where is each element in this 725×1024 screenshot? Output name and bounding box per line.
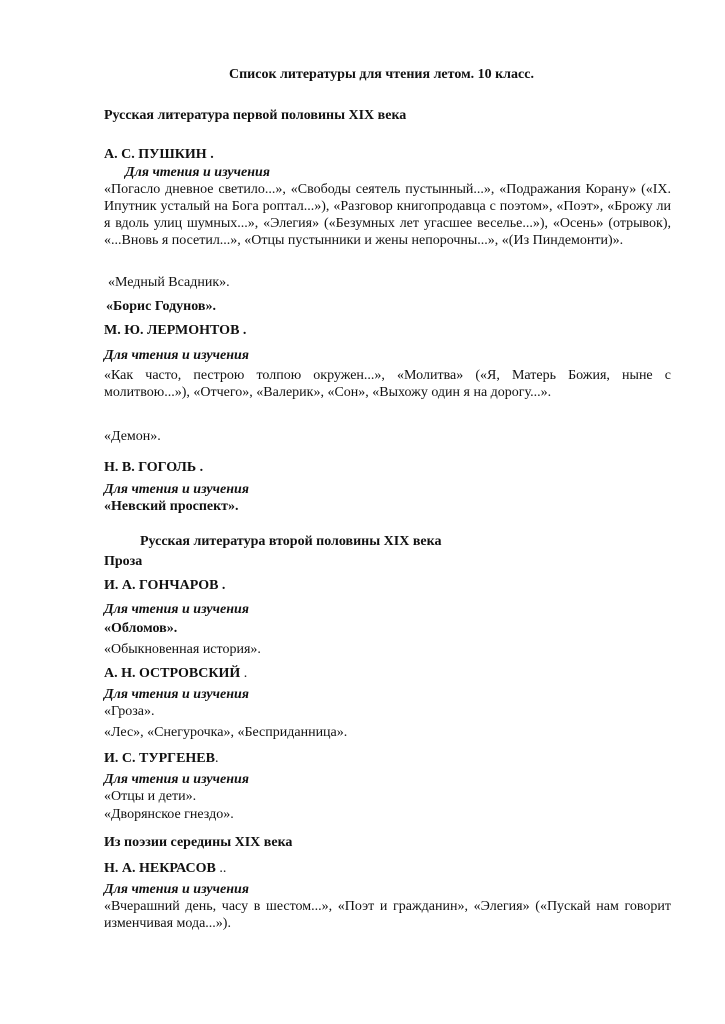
author-turgenev-line [104, 750, 218, 767]
gogol-work-nevsky: «Невский проспект». [104, 499, 239, 514]
author-ostrovsky-line [104, 665, 247, 682]
author-nekrasov-suffix: .. [215, 861, 227, 876]
ostrovsky-work-groza: «Гроза». [104, 704, 155, 719]
lermontov-work-demon: «Демон». [104, 429, 161, 444]
turgenev-work-gnezdo: «Дворянское гнездо». [104, 807, 234, 822]
document-title: Список литературы для чтения летом. 10 класс. [229, 67, 534, 82]
subhead-pushkin: Для чтения и изучения [125, 165, 270, 180]
subhead-nekrasov: Для чтения и изучения [104, 882, 249, 897]
section-heading-second-half: Русская литература второй половины XIX века [140, 534, 442, 549]
turgenev-work-otsy: «Отцы и дети». [104, 789, 197, 804]
goncharov-work-obyknovennaya: «Обыкновенная история». [104, 642, 261, 657]
author-pushkin: А. С. ПУШКИН . [104, 147, 214, 162]
section-heading-poetry: Из поэзии середины XIX века [104, 835, 293, 850]
author-turgenev: И. С. ТУРГЕНЕВ [104, 751, 215, 766]
author-gogol: Н. В. ГОГОЛЬ . [104, 460, 204, 475]
subhead-ostrovsky: Для чтения и изучения [104, 687, 249, 702]
subhead-goncharov: Для чтения и изучения [104, 602, 249, 617]
author-nekrasov-line [104, 860, 226, 877]
subhead-lermontov: Для чтения и изучения [104, 348, 249, 363]
pushkin-work-medny-vsadnik: «Медный Всадник». [108, 275, 230, 290]
subhead-gogol: Для чтения и изучения [104, 482, 249, 497]
section-heading-first-half: Русская литература первой половины XIX века [104, 108, 407, 123]
prose-heading: Проза [104, 554, 143, 569]
author-lermontov: М. Ю. ЛЕРМОНТОВ . [104, 323, 247, 338]
pushkin-work-boris-godunov: «Борис Годунов». [106, 299, 216, 314]
author-goncharov: И. А. ГОНЧАРОВ . [104, 578, 226, 593]
author-ostrovsky-suffix: . [240, 666, 248, 681]
ostrovsky-work-les: «Лес», «Снегурочка», «Бесприданница». [104, 725, 348, 740]
lermontov-poems-paragraph: «Как часто, пестрою толпою окружен...», «Молитва» («Я, Матерь Божия, ныне с молитвою...»), «Отчего», «Валерик», «Сон», «Выхожу один я на дорогу...». [104, 368, 671, 400]
nekrasov-poems-paragraph: «Вчерашний день, часу в шестом...», «Поэт и гражданин», «Элегия» («Пускай нам говорит изменчивая мода...»). [104, 899, 671, 931]
author-ostrovsky: А. Н. ОСТРОВСКИЙ [104, 666, 241, 681]
subhead-turgenev: Для чтения и изучения [104, 772, 249, 787]
goncharov-work-oblomov: «Обломов». [104, 621, 178, 636]
author-nekrasov: Н. А. НЕКРАСОВ [104, 861, 216, 876]
author-turgenev-suffix: . [214, 751, 219, 766]
pushkin-poems-paragraph: «Погасло дневное светило...», «Свободы сеятель пустынный...», «Подражания Корану» («IX. Ипутник усталый на Бога роптал...»), «Разговор книгопродавца с поэтом», «Поэт», «Брожу ли я вдоль улиц шумных...», «Элегия» («Безумных лет угасшее веселье...»), «Осень» (отрывок), «...Вновь я посетил...», «Отцы пустынники и жены непорочны...», «(Из Пиндемонти)». [104, 182, 671, 248]
